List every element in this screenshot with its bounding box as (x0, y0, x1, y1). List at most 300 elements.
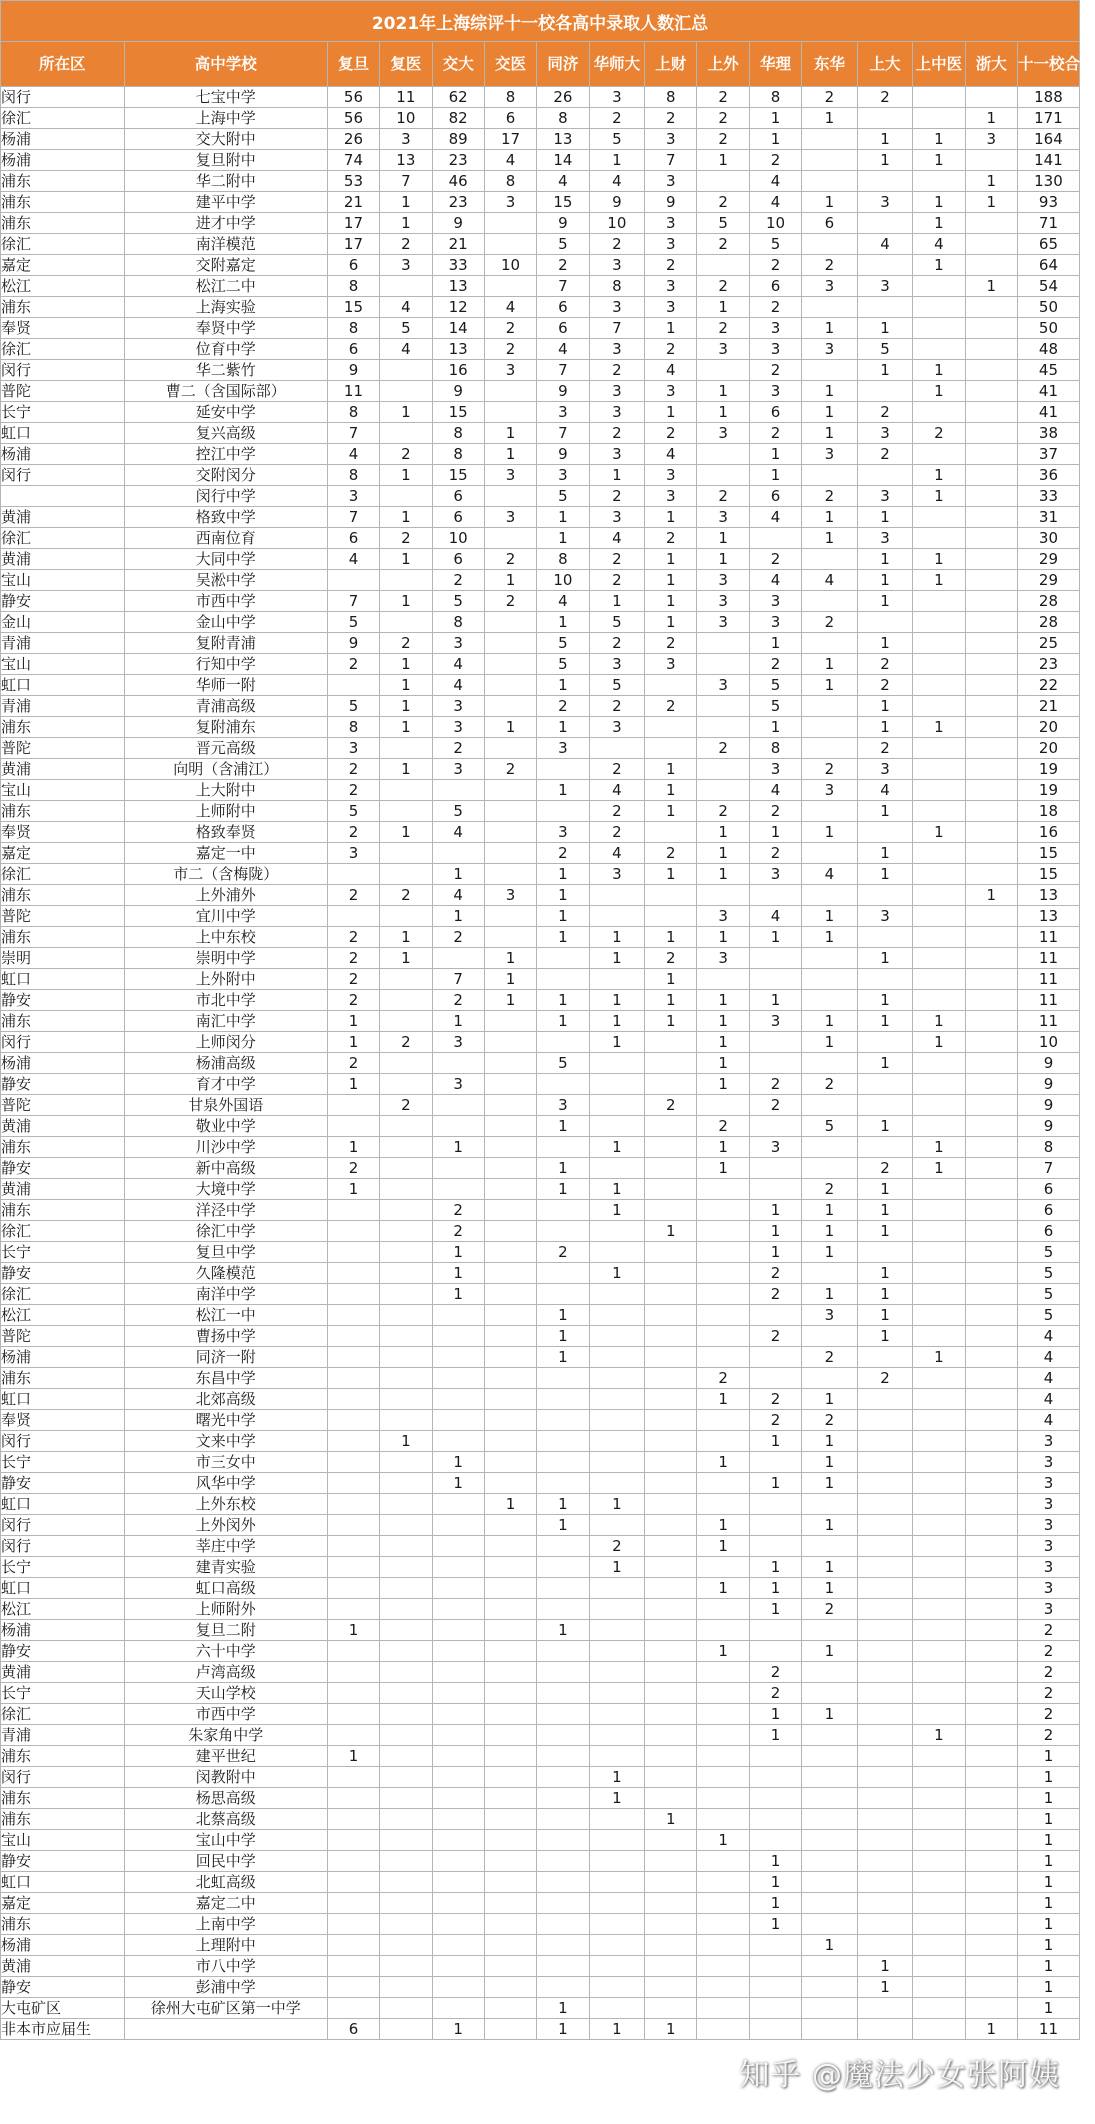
count-cell: 3 (432, 759, 484, 780)
count-cell: 2 (697, 234, 749, 255)
table-row (1, 1053, 1080, 1074)
count-cell: 89 (432, 129, 484, 150)
count-cell (327, 1095, 379, 1116)
total-cell: 1 (1017, 1851, 1079, 1872)
school-cell: 南洋模范 (124, 234, 327, 255)
count-cell (802, 1326, 858, 1347)
count-cell (645, 1284, 697, 1305)
count-cell (802, 885, 858, 906)
count-cell: 1 (432, 2019, 484, 2040)
school-cell: 曹扬中学 (124, 1326, 327, 1347)
count-cell (913, 1284, 965, 1305)
table-row (1, 213, 1080, 234)
count-cell: 1 (749, 1914, 801, 1935)
count-cell: 17 (484, 129, 536, 150)
school-cell: 进才中学 (124, 213, 327, 234)
total-cell: 164 (1017, 129, 1079, 150)
count-cell: 2 (802, 759, 858, 780)
count-cell: 7 (327, 591, 379, 612)
count-cell: 1 (802, 906, 858, 927)
count-cell (965, 906, 1017, 927)
count-cell (432, 1851, 484, 1872)
count-cell (802, 1620, 858, 1641)
table-row (1, 1116, 1080, 1137)
count-cell: 2 (857, 402, 913, 423)
school-cell: 复旦中学 (124, 1242, 327, 1263)
count-cell (484, 1074, 536, 1095)
count-cell (697, 654, 749, 675)
count-cell: 1 (537, 1515, 589, 1536)
count-cell (484, 1935, 536, 1956)
table-row (1, 192, 1080, 213)
count-cell: 1 (749, 1578, 801, 1599)
count-cell (589, 1620, 645, 1641)
total-cell: 3 (1017, 1557, 1079, 1578)
count-cell: 1 (697, 822, 749, 843)
count-cell: 1 (913, 150, 965, 171)
district-cell: 徐汇 (1, 1704, 125, 1725)
count-cell (802, 801, 858, 822)
count-cell (802, 969, 858, 990)
count-cell (589, 1599, 645, 1620)
count-cell: 2 (749, 1074, 801, 1095)
count-cell (589, 1893, 645, 1914)
total-cell: 3 (1017, 1494, 1079, 1515)
count-cell: 1 (749, 1200, 801, 1221)
count-cell: 2 (537, 843, 589, 864)
district-cell: 浦东 (1, 192, 125, 213)
count-cell (327, 864, 379, 885)
district-cell: 杨浦 (1, 150, 125, 171)
count-cell (484, 1032, 536, 1053)
school-cell: 上师附中 (124, 801, 327, 822)
district-cell: 普陀 (1, 381, 125, 402)
table-row (1, 591, 1080, 612)
count-cell: 1 (484, 444, 536, 465)
count-cell: 2 (749, 843, 801, 864)
count-cell (327, 1851, 379, 1872)
count-cell: 3 (380, 255, 432, 276)
total-cell: 1 (1017, 1830, 1079, 1851)
count-cell (432, 1431, 484, 1452)
count-cell (380, 990, 432, 1011)
count-cell (802, 696, 858, 717)
total-cell: 6 (1017, 1221, 1079, 1242)
table-row (1, 528, 1080, 549)
count-cell: 1 (432, 864, 484, 885)
count-cell (857, 1473, 913, 1494)
count-cell (327, 1599, 379, 1620)
count-cell (965, 1200, 1017, 1221)
school-cell: 宜川中学 (124, 906, 327, 927)
count-cell: 1 (857, 717, 913, 738)
school-cell: 华二紫竹 (124, 360, 327, 381)
count-cell (432, 1494, 484, 1515)
count-cell: 8 (484, 87, 536, 108)
count-cell (913, 276, 965, 297)
table-row (1, 255, 1080, 276)
count-cell (697, 1620, 749, 1641)
count-cell (645, 1242, 697, 1263)
count-cell (645, 1620, 697, 1641)
count-cell (380, 1053, 432, 1074)
count-cell (913, 2019, 965, 2040)
district-cell: 黄浦 (1, 1956, 125, 1977)
district-cell: 浦东 (1, 927, 125, 948)
count-cell: 1 (857, 696, 913, 717)
count-cell: 1 (697, 1032, 749, 1053)
count-cell (965, 801, 1017, 822)
count-cell: 3 (749, 591, 801, 612)
count-cell: 1 (589, 1011, 645, 1032)
column-header: 上财 (645, 42, 697, 87)
count-cell (645, 1872, 697, 1893)
table-row (1, 1011, 1080, 1032)
count-cell: 2 (749, 150, 801, 171)
count-cell: 4 (537, 339, 589, 360)
count-cell: 4 (432, 822, 484, 843)
count-cell (327, 1473, 379, 1494)
count-cell: 1 (380, 591, 432, 612)
district-cell: 杨浦 (1, 1053, 125, 1074)
count-cell: 1 (537, 780, 589, 801)
count-cell: 1 (537, 864, 589, 885)
count-cell (965, 1725, 1017, 1746)
count-cell: 1 (589, 927, 645, 948)
count-cell (327, 1557, 379, 1578)
count-cell (913, 1053, 965, 1074)
count-cell: 3 (537, 738, 589, 759)
count-cell (484, 1137, 536, 1158)
count-cell: 9 (537, 213, 589, 234)
count-cell (645, 1788, 697, 1809)
count-cell (380, 906, 432, 927)
count-cell: 2 (645, 948, 697, 969)
district-cell: 静安 (1, 990, 125, 1011)
count-cell (697, 1683, 749, 1704)
count-cell: 10 (749, 213, 801, 234)
count-cell (484, 1620, 536, 1641)
count-cell: 4 (380, 339, 432, 360)
count-cell (857, 1578, 913, 1599)
count-cell (749, 1116, 801, 1137)
count-cell: 3 (589, 507, 645, 528)
count-cell (484, 276, 536, 297)
school-cell: 交附嘉定 (124, 255, 327, 276)
count-cell: 1 (913, 381, 965, 402)
count-cell (913, 591, 965, 612)
count-cell (913, 1494, 965, 1515)
count-cell (749, 1158, 801, 1179)
count-cell: 26 (537, 87, 589, 108)
count-cell: 2 (857, 675, 913, 696)
count-cell: 3 (697, 423, 749, 444)
count-cell (327, 1872, 379, 1893)
count-cell: 2 (697, 1116, 749, 1137)
count-cell (645, 1200, 697, 1221)
count-cell (749, 969, 801, 990)
count-cell: 1 (645, 801, 697, 822)
total-cell: 4 (1017, 1347, 1079, 1368)
table-row (1, 1641, 1080, 1662)
count-cell (645, 1893, 697, 1914)
count-cell (913, 1809, 965, 1830)
count-cell: 1 (327, 1032, 379, 1053)
count-cell (380, 1515, 432, 1536)
count-cell: 4 (749, 507, 801, 528)
count-cell: 3 (589, 402, 645, 423)
district-cell: 普陀 (1, 1326, 125, 1347)
count-cell: 1 (645, 2019, 697, 2040)
count-cell (327, 1452, 379, 1473)
district-cell: 徐汇 (1, 339, 125, 360)
count-cell: 3 (484, 507, 536, 528)
count-cell (913, 1788, 965, 1809)
count-cell (965, 297, 1017, 318)
count-cell: 1 (697, 1830, 749, 1851)
count-cell: 2 (380, 1032, 432, 1053)
count-cell (697, 1221, 749, 1242)
count-cell (965, 1410, 1017, 1431)
table-row (1, 150, 1080, 171)
count-cell (802, 360, 858, 381)
count-cell (327, 1662, 379, 1683)
count-cell: 2 (589, 759, 645, 780)
count-cell (484, 1977, 536, 1998)
school-cell: 上南中学 (124, 1914, 327, 1935)
count-cell (913, 1578, 965, 1599)
count-cell (589, 1662, 645, 1683)
count-cell: 6 (484, 108, 536, 129)
count-cell: 1 (749, 1704, 801, 1725)
total-cell: 36 (1017, 465, 1079, 486)
count-cell: 5 (537, 654, 589, 675)
count-cell (965, 780, 1017, 801)
count-cell (749, 1788, 801, 1809)
count-cell: 1 (802, 1515, 858, 1536)
count-cell: 82 (432, 108, 484, 129)
count-cell: 1 (645, 402, 697, 423)
table-row (1, 1683, 1080, 1704)
count-cell: 46 (432, 171, 484, 192)
count-cell: 2 (432, 1200, 484, 1221)
count-cell: 1 (913, 213, 965, 234)
table-row (1, 1158, 1080, 1179)
count-cell (857, 1788, 913, 1809)
count-cell: 5 (749, 234, 801, 255)
total-cell: 23 (1017, 654, 1079, 675)
count-cell: 4 (484, 297, 536, 318)
count-cell (537, 1200, 589, 1221)
count-cell (537, 1641, 589, 1662)
school-cell: 青浦高级 (124, 696, 327, 717)
count-cell (327, 1809, 379, 1830)
count-cell: 1 (857, 1305, 913, 1326)
count-cell (589, 1242, 645, 1263)
count-cell (645, 1515, 697, 1536)
count-cell (645, 1977, 697, 1998)
count-cell (484, 1809, 536, 1830)
count-cell: 1 (802, 381, 858, 402)
count-cell: 1 (697, 1578, 749, 1599)
total-cell: 19 (1017, 759, 1079, 780)
district-cell: 静安 (1, 1851, 125, 1872)
count-cell: 4 (432, 654, 484, 675)
count-cell: 1 (589, 948, 645, 969)
count-cell: 1 (697, 528, 749, 549)
count-cell (484, 1599, 536, 1620)
count-cell: 5 (697, 213, 749, 234)
count-cell: 3 (589, 717, 645, 738)
count-cell: 3 (537, 465, 589, 486)
count-cell (857, 1536, 913, 1557)
count-cell (380, 1221, 432, 1242)
table-row (1, 507, 1080, 528)
table-row (1, 486, 1080, 507)
count-cell: 3 (802, 1305, 858, 1326)
table-row (1, 843, 1080, 864)
count-cell: 3 (645, 129, 697, 150)
count-cell (645, 1074, 697, 1095)
district-cell: 虹口 (1, 1494, 125, 1515)
count-cell: 7 (380, 171, 432, 192)
count-cell: 3 (857, 759, 913, 780)
count-cell (913, 1935, 965, 1956)
count-cell (432, 843, 484, 864)
count-cell: 14 (537, 150, 589, 171)
total-cell: 20 (1017, 738, 1079, 759)
count-cell (965, 528, 1017, 549)
total-cell: 19 (1017, 780, 1079, 801)
count-cell: 4 (484, 150, 536, 171)
total-cell: 11 (1017, 927, 1079, 948)
count-cell (537, 1137, 589, 1158)
count-cell (327, 1116, 379, 1137)
school-cell: 甘泉外国语 (124, 1095, 327, 1116)
count-cell (802, 234, 858, 255)
count-cell (697, 969, 749, 990)
count-cell: 3 (645, 486, 697, 507)
count-cell: 7 (537, 423, 589, 444)
count-cell (380, 1389, 432, 1410)
table-row (1, 864, 1080, 885)
count-cell: 6 (327, 2019, 379, 2040)
count-cell: 1 (589, 591, 645, 612)
count-cell: 3 (857, 423, 913, 444)
count-cell (697, 885, 749, 906)
count-cell: 56 (327, 108, 379, 129)
count-cell (537, 1893, 589, 1914)
table-row (1, 1305, 1080, 1326)
total-cell: 141 (1017, 150, 1079, 171)
count-cell: 2 (432, 1221, 484, 1242)
count-cell (327, 1956, 379, 1977)
count-cell: 13 (537, 129, 589, 150)
count-cell: 1 (380, 402, 432, 423)
count-cell (589, 1431, 645, 1452)
count-cell: 3 (749, 318, 801, 339)
count-cell (380, 738, 432, 759)
count-cell: 23 (432, 192, 484, 213)
count-cell (645, 1536, 697, 1557)
school-cell: 东昌中学 (124, 1368, 327, 1389)
count-cell: 1 (857, 1263, 913, 1284)
count-cell (913, 654, 965, 675)
count-cell (327, 675, 379, 696)
table-row (1, 990, 1080, 1011)
count-cell (380, 570, 432, 591)
count-cell (380, 1620, 432, 1641)
count-cell (857, 1725, 913, 1746)
total-cell: 9 (1017, 1053, 1079, 1074)
count-cell (380, 1872, 432, 1893)
count-cell: 2 (484, 318, 536, 339)
school-cell: 市西中学 (124, 1704, 327, 1725)
district-cell: 杨浦 (1, 444, 125, 465)
count-cell: 4 (645, 360, 697, 381)
total-cell: 11 (1017, 948, 1079, 969)
count-cell: 1 (857, 360, 913, 381)
count-cell (749, 1536, 801, 1557)
count-cell (965, 822, 1017, 843)
count-cell (965, 1851, 1017, 1872)
count-cell (965, 1935, 1017, 1956)
count-cell (857, 1095, 913, 1116)
count-cell: 3 (802, 339, 858, 360)
count-cell (327, 1494, 379, 1515)
count-cell: 3 (802, 276, 858, 297)
table-row (1, 1410, 1080, 1431)
count-cell (537, 1473, 589, 1494)
total-cell: 10 (1017, 1032, 1079, 1053)
count-cell: 1 (749, 444, 801, 465)
count-cell (965, 969, 1017, 990)
count-cell: 6 (749, 402, 801, 423)
total-cell: 3 (1017, 1473, 1079, 1494)
count-cell (537, 1683, 589, 1704)
count-cell: 2 (749, 1389, 801, 1410)
count-cell: 1 (802, 822, 858, 843)
count-cell: 2 (380, 633, 432, 654)
district-cell: 长宁 (1, 402, 125, 423)
count-cell: 1 (697, 549, 749, 570)
total-cell: 3 (1017, 1578, 1079, 1599)
count-cell: 1 (537, 927, 589, 948)
count-cell (484, 801, 536, 822)
count-cell: 1 (857, 1326, 913, 1347)
count-cell: 4 (857, 234, 913, 255)
count-cell (589, 1998, 645, 2019)
table-title: 2021年上海综评十一校各高中录取人数汇总 (1, 1, 1080, 42)
district-cell: 宝山 (1, 570, 125, 591)
total-cell: 5 (1017, 1242, 1079, 1263)
count-cell (857, 1641, 913, 1662)
count-cell (965, 927, 1017, 948)
count-cell (965, 402, 1017, 423)
count-cell (380, 1851, 432, 1872)
count-cell (645, 1641, 697, 1662)
column-header: 华师大 (589, 42, 645, 87)
count-cell (327, 1725, 379, 1746)
count-cell (802, 633, 858, 654)
table-row (1, 612, 1080, 633)
count-cell (589, 1914, 645, 1935)
table-row (1, 297, 1080, 318)
table-row (1, 759, 1080, 780)
count-cell (645, 1116, 697, 1137)
count-cell: 3 (537, 1095, 589, 1116)
count-cell (380, 1347, 432, 1368)
